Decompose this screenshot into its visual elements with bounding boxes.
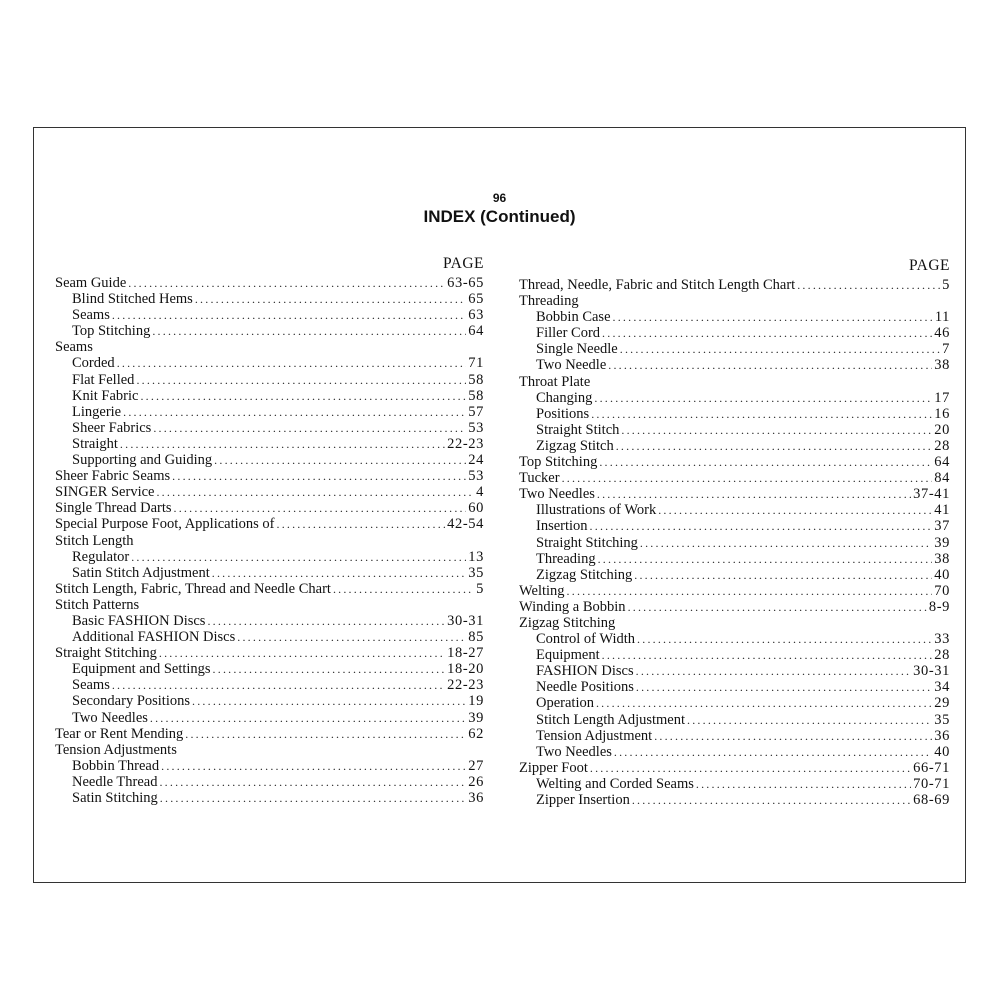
index-entry-list [55,275,484,806]
dot-leader [687,712,932,728]
index-entry [519,454,950,470]
dot-leader [207,613,445,629]
index-entry-page: 53 [468,468,484,485]
index-entry-page: 4 [476,484,484,501]
index-entry [55,581,484,597]
index-entry-label: Sheer Fabrics [72,419,152,436]
dot-leader [591,406,932,422]
index-entry-label: Single Thread Darts [55,500,172,517]
index-entry-page: 68-69 [913,792,950,808]
index-entry-label: Top Stitching [72,323,151,340]
dot-leader [640,535,932,551]
index-entry-page: 85 [468,629,484,646]
dot-leader [696,776,911,792]
dot-leader [277,516,446,532]
index-entry-page: 46 [934,325,950,342]
index-entry-page: 30-31 [447,612,484,629]
index-entry-page: 27 [468,757,484,774]
index-entry [55,549,484,565]
index-entry [519,567,950,583]
index-entry-label: Needle Positions [536,679,634,696]
index-entry-page: 60 [468,500,484,517]
index-entry-label: Seams [72,307,110,324]
index-entry [55,355,484,371]
index-entry-label: Bobbin Thread [72,757,160,774]
index-entry [519,293,950,309]
index-entry-label: Winding a Bobbin [519,598,626,615]
dot-leader [112,307,466,323]
index-entry-page: 36 [934,727,950,744]
dot-leader [637,631,932,647]
dot-leader [590,760,911,776]
index-column-left [55,253,484,806]
index-entry-label: Seams [55,339,93,356]
index-entry-label: Sheer Fabric Seams [55,468,171,485]
index-entry-label: Lingerie [72,403,122,420]
index-entry [55,404,484,420]
index-entry-label: Blind Stitched Hems [72,291,193,308]
index-column-right [519,255,950,808]
index-entry-label: Operation [536,695,594,712]
index-entry [55,484,484,500]
dot-leader [597,486,911,502]
dot-leader [620,341,940,357]
index-entry-label: Throat Plate [519,373,591,390]
index-entry [519,599,950,615]
index-entry [55,436,484,452]
index-entry [519,374,950,390]
index-entry [519,486,950,502]
index-entry-page: 38 [934,357,950,374]
index-entry-label: Flat Felled [72,371,135,388]
dot-leader [608,357,932,373]
dot-leader [598,551,933,567]
index-entry [519,535,950,551]
index-entry-page: 17 [934,389,950,406]
index-entry-page: 34 [934,679,950,696]
index-entry-label: Welting [519,582,565,599]
index-entry-label: Zipper Foot [519,759,588,776]
index-entry-label: Top Stitching [519,454,598,471]
dot-leader [136,372,466,388]
index-entry-label: Tear or Rent Mending [55,725,184,742]
index-entry-page: 66-71 [913,759,950,776]
index-entry-page: 22-23 [447,677,484,694]
dot-leader [123,404,466,420]
index-entry-label: Two Needle [536,357,607,374]
index-entry-label: Supporting and Guiding [72,452,213,469]
dot-leader [614,744,932,760]
dot-leader [590,518,933,534]
index-entry-label: Tension Adjustments [55,741,177,758]
index-entry [55,710,484,726]
dot-leader [153,420,466,436]
index-entry-label: Equipment [536,647,600,664]
dot-leader [616,438,933,454]
index-entry [55,533,484,549]
index-entry-page: 65 [468,291,484,308]
dot-leader [212,565,467,581]
dot-leader [602,647,933,663]
index-entry-label: Satin Stitch Adjustment [72,564,210,581]
index-entry [55,597,484,613]
index-entry [55,420,484,436]
page-column-header: PAGE [442,255,484,272]
dot-leader [636,679,932,695]
index-entry [519,518,950,534]
index-entry [55,275,484,291]
index-entry-label: Single Needle [536,341,618,358]
dot-leader [160,790,467,806]
index-entry-page: 84 [934,470,950,487]
index-entry-page: 71 [468,355,484,372]
index-entry-label: Bobbin Case [536,309,611,326]
index-entry-label: Satin Stitching [72,790,158,806]
index-entry [519,631,950,647]
dot-leader [797,277,940,293]
index-entry-page: 28 [934,437,950,454]
index-entry [55,372,484,388]
dot-leader [150,710,466,726]
page-column-header: PAGE [908,257,950,274]
index-entry [519,309,950,325]
index-entry-page: 64 [934,454,950,471]
index-entry-page: 22-23 [447,435,484,452]
index-entry [519,792,950,808]
dot-leader [213,661,446,677]
dot-leader [131,549,466,565]
index-entry-label: Basic FASHION Discs [72,612,206,629]
index-entry [519,663,950,679]
index-entry [55,693,484,709]
dot-leader [159,645,445,661]
index-entry-page: 38 [934,550,950,567]
index-entry [519,406,950,422]
index-entry [519,325,950,341]
index-entry-page: 26 [468,773,484,790]
index-entry-label: Straight Stitch [536,421,620,438]
dot-leader [562,470,933,486]
index-entry-page: 35 [468,564,484,581]
index-entry-page: 19 [468,693,484,710]
index-entry-page: 5 [942,277,950,293]
index-entry [519,760,950,776]
index-entry-label: Straight [72,435,118,452]
dot-leader [567,583,933,599]
index-entry [55,629,484,645]
index-entry-page: 36 [468,790,484,806]
index-entry-page: 37 [934,518,950,535]
index-entry [519,695,950,711]
index-entry [519,390,950,406]
dot-leader [632,792,911,808]
index-entry [55,323,484,339]
index-entry-page: 20 [934,421,950,438]
dot-leader [594,390,932,406]
index-entry-page: 8-9 [928,598,950,615]
index-entry-page: 64 [468,323,484,340]
index-entry [55,339,484,355]
index-entry-page: 16 [934,405,950,422]
index-entry [519,583,950,599]
index-entry [519,744,950,760]
index-entry-label: FASHION Discs [536,663,634,680]
index-entry-label: Threading [536,550,596,567]
index-entry-label: Insertion [536,518,588,535]
index-entry [55,742,484,758]
index-entry-page: 58 [468,387,484,404]
index-entry-label: Knit Fabric [72,387,139,404]
index-entry-label: SINGER Service [55,484,155,501]
dot-leader [117,355,467,371]
dot-leader [599,454,932,470]
index-entry-label: Zigzag Stitching [519,614,616,631]
index-entry [519,422,950,438]
index-entry [55,613,484,629]
index-entry-page: 41 [934,502,950,519]
index-entry [519,776,950,792]
index-entry-page: 28 [934,647,950,664]
dot-leader [159,774,466,790]
dot-leader [195,291,466,307]
index-entry-label: Zigzag Stitching [536,566,633,583]
index-entry-page: 39 [934,534,950,551]
index-entry [519,470,950,486]
index-entry-label: Tension Adjustment [536,727,653,744]
index-entry-page: 18-27 [447,645,484,662]
index-entry-page: 29 [934,695,950,712]
index-entry [519,728,950,744]
index-entry-page: 70-71 [913,775,950,792]
dot-leader [613,309,933,325]
index-entry [519,357,950,373]
index-entry-label: Zipper Insertion [536,792,630,808]
index-entry-label: Illustrations of Work [536,502,657,519]
index-entry [519,615,950,631]
index-entry-label: Tucker [519,470,560,487]
index-entry [55,790,484,806]
index-entry-page: 7 [942,341,950,358]
index-entry-label: Threading [519,293,579,310]
index-entry-label: Seam Guide [55,275,127,291]
index-entry-page: 35 [934,711,950,728]
index-page [33,127,966,883]
index-entry-label: Zigzag Stitch [536,437,614,454]
index-entry-label: Stitch Length Adjustment [536,711,686,728]
index-entry [55,677,484,693]
index-entry [519,341,950,357]
index-entry-label: Equipment and Settings [72,661,211,678]
dot-leader [128,275,445,291]
index-entry [519,502,950,518]
dot-leader [237,629,466,645]
dot-leader [152,323,466,339]
index-entry-label: Positions [536,405,590,422]
index-entry [519,551,950,567]
index-entry [55,645,484,661]
dot-leader [596,695,932,711]
index-entry [519,679,950,695]
index-entry-label: Thread, Needle, Fabric and Stitch Length Chart [519,277,796,293]
index-entry-list [519,277,950,808]
dot-leader [333,581,474,597]
index-entry [55,388,484,404]
index-entry [519,438,950,454]
index-entry-label: Filler Cord [536,325,601,342]
page-number: 96 [492,191,507,205]
index-entry-label: Regulator [72,548,130,565]
index-entry-page: 63-65 [447,275,484,291]
index-entry-label: Straight Stitching [536,534,638,551]
index-entry-page: 53 [468,419,484,436]
index-entry [55,291,484,307]
index-entry-label: Stitch Patterns [55,596,140,613]
index-entry-page: 11 [934,309,950,326]
index-entry-label: Two Needles [72,709,148,726]
index-entry [55,468,484,484]
index-entry-page: 30-31 [913,663,950,680]
index-entry-page: 42-54 [447,516,484,533]
index-entry-page: 24 [468,452,484,469]
index-entry-page: 39 [468,709,484,726]
index-entry-page: 70 [934,582,950,599]
index-entry-page: 13 [468,548,484,565]
index-entry-label: Stitch Length [55,532,134,549]
index-entry-label: Corded [72,355,115,372]
dot-leader [214,452,466,468]
dot-leader [174,500,467,516]
index-entry-label: Seams [72,677,110,694]
index-entry [519,712,950,728]
dot-leader [112,677,445,693]
index-entry-page: 63 [468,307,484,324]
index-entry-page: 5 [476,580,484,597]
index-entry [55,500,484,516]
dot-leader [185,726,466,742]
index-entry [55,774,484,790]
index-entry-page: 58 [468,371,484,388]
index-entry-label: Additional FASHION Discs [72,629,236,646]
index-entry-page: 57 [468,403,484,420]
index-entry [519,647,950,663]
dot-leader [161,758,466,774]
index-entry-page: 37-41 [913,486,950,503]
index-entry-label: Special Purpose Foot, Applications of [55,516,275,533]
index-entry-page: 40 [934,743,950,760]
dot-leader [192,693,466,709]
index-entry-label: Secondary Positions [72,693,191,710]
index-entry-label: Stitch Length, Fabric, Thread and Needle Chart [55,580,331,597]
index-entry [55,726,484,742]
index-entry-page: 62 [468,725,484,742]
index-entry [55,516,484,532]
index-entry [55,307,484,323]
index-entry [55,758,484,774]
dot-leader [140,388,466,404]
index-entry-label: Needle Thread [72,773,158,790]
dot-leader [634,567,932,583]
dot-leader [658,502,932,518]
page-title: INDEX (Continued) [423,207,576,226]
dot-leader [621,422,932,438]
index-entry [55,661,484,677]
index-entry-page: 18-20 [447,661,484,678]
index-entry-label: Welting and Corded Seams [536,775,694,792]
index-entry [519,277,950,293]
index-entry [55,452,484,468]
index-entry-page: 40 [934,566,950,583]
index-entry-label: Straight Stitching [55,645,157,662]
dot-leader [602,325,932,341]
dot-leader [628,599,927,615]
index-entry-label: Changing [536,389,593,406]
index-entry-label: Control of Width [536,631,636,648]
dot-leader [172,468,466,484]
dot-leader [654,728,932,744]
index-entry-label: Two Needles [536,743,612,760]
index-entry-label: Two Needles [519,486,595,503]
dot-leader [156,484,474,500]
dot-leader [636,663,912,679]
index-entry-page: 33 [934,631,950,648]
dot-leader [120,436,445,452]
index-entry [55,565,484,581]
